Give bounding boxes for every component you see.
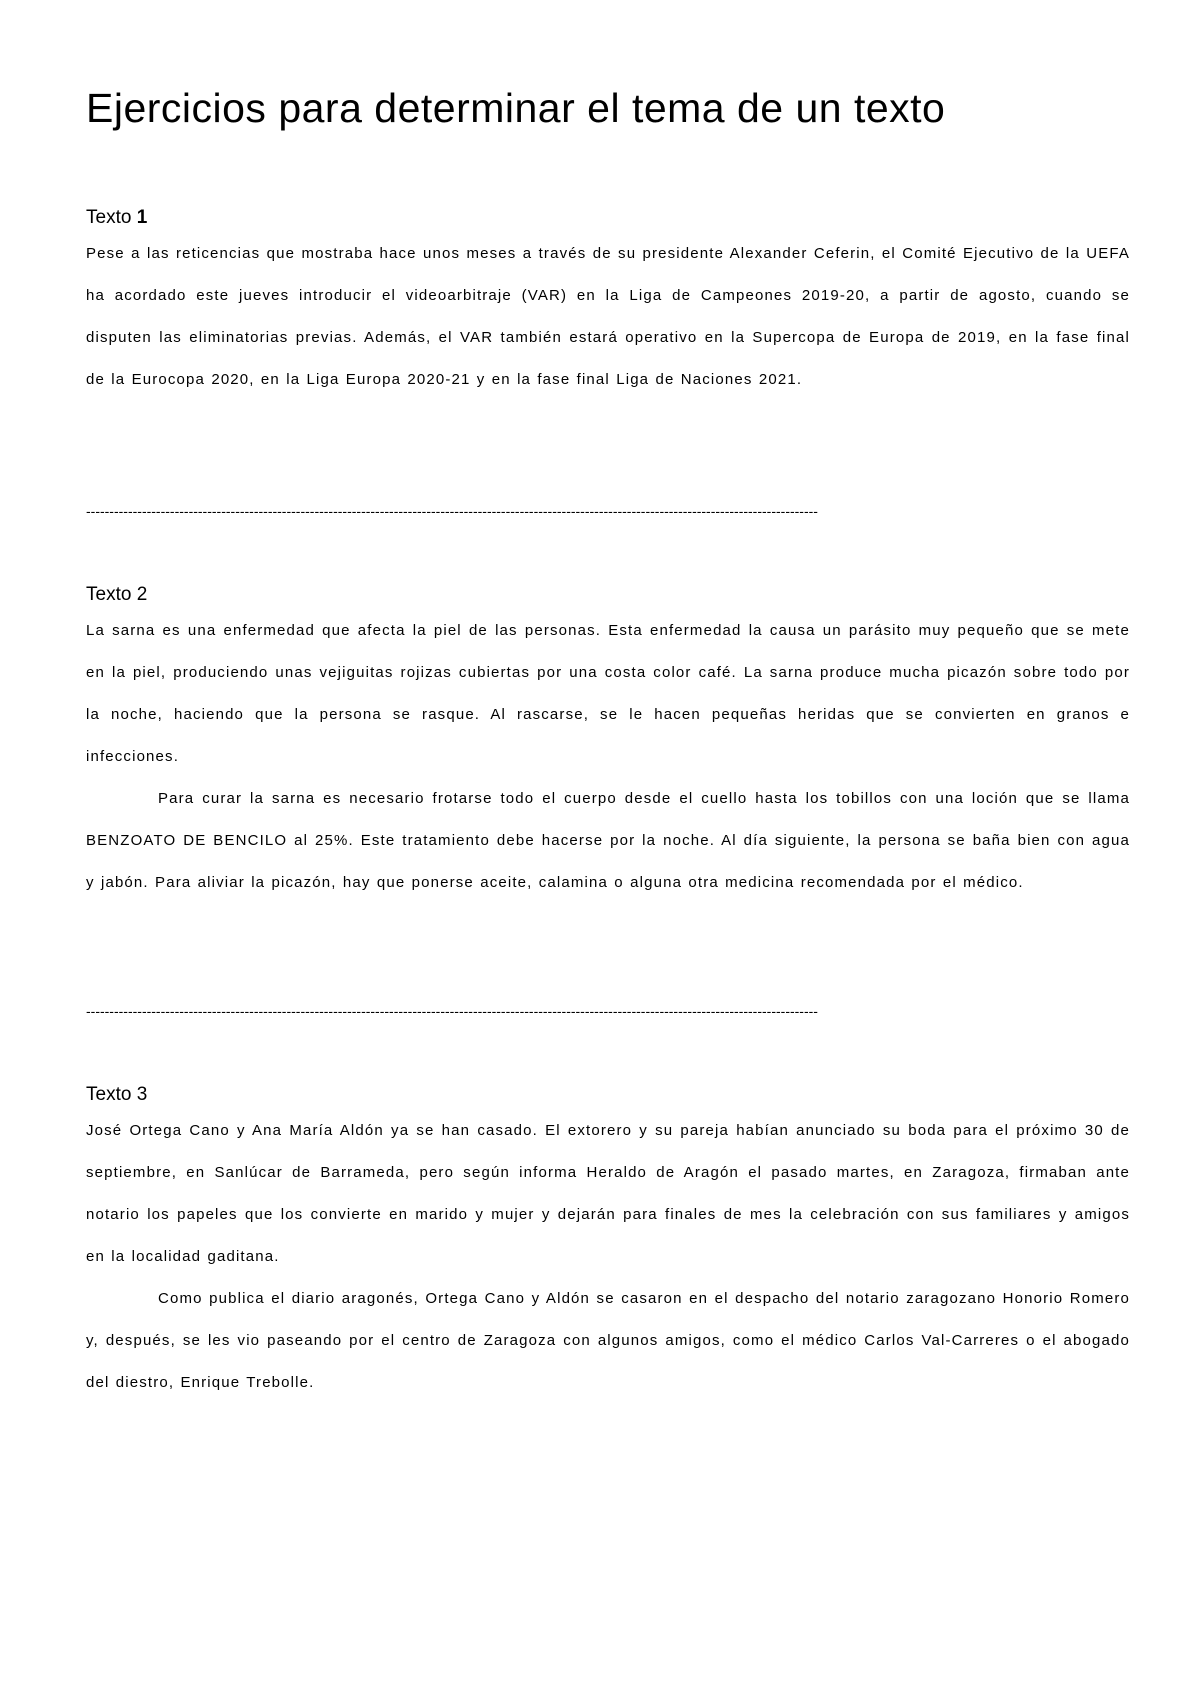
section-heading-prefix: Texto [86, 584, 137, 605]
document-title: Ejercicios para determinar el tema de un texto [86, 85, 946, 131]
section-heading-number: 1 [136, 207, 148, 228]
section-heading-number: 2 [136, 584, 148, 605]
paragraph: José Ortega Cano y Ana María Aldón ya se han casado. El extorero y su pareja habían anunciado su boda para el próximo 30 de septiembre, en Sanlúcar de Barrameda, pero según informa Heraldo de Aragón el pasado martes, en Zaragoza, firmaban ante notario los papeles que los convierte en marido y mujer y dejarán para finales de mes la celebración con sus familiares y amigos en la localidad gaditana. [86, 1122, 1130, 1265]
dashed-separator: ------------------------------------------------------------------------------------------------------------------------------------------------------------- [86, 503, 818, 519]
paragraph: Para curar la sarna es necesario frotarse todo el cuerpo desde el cuello hasta los tobillos con una loción que se llama BENZOATO DE BENCILO al 25%. Este tratamiento debe hacerse por la noche. Al día siguiente, la persona se baña bien con agua y jabón. Para aliviar la picazón, hay que ponerse aceite, calamina o alguna otra medicina recomendada por el médico. [86, 790, 1130, 891]
paragraph: La sarna es una enfermedad que afecta la piel de las personas. Esta enfermedad la causa un parásito muy pequeño que se mete en la piel, produciendo unas vejiguitas rojizas cubiertas por una costa color café. La sarna produce mucha picazón sobre todo por la noche, haciendo que la persona se rasque. Al rascarse, se le hacen pequeñas heridas que se convierten en granos e infecciones. [86, 622, 1130, 765]
paragraph: Pese a las reticencias que mostraba hace unos meses a través de su presidente Alexander Ceferin, el Comité Ejecutivo de la UEFA ha acordado este jueves introducir el videoarbitraje (VAR) en la Liga de Campeones 2019-20, a partir de agosto, cuando se disputen las eliminatorias previas. Además, el VAR también estará operativo en la Supercopa de Europa de 2019, en la fase final de la Eurocopa 2020, en la Liga Europa 2020-21 y en la fase final Liga de Naciones 2021. [86, 245, 1130, 388]
section-texto-3 [86, 1082, 1130, 1404]
paragraph: Como publica el diario aragonés, Ortega Cano y Aldón se casaron en el despacho del notario zaragozano Honorio Romero y, después, se les vio paseando por el centro de Zaragoza con algunos amigos, como el médico Carlos Val-Carreres o el abogado del diestro, Enrique Trebolle. [86, 1290, 1130, 1391]
section-heading [86, 1082, 1130, 1110]
section-heading [86, 205, 1130, 233]
section-heading [86, 582, 1130, 610]
dashed-separator: ------------------------------------------------------------------------------------------------------------------------------------------------------------- [86, 1003, 818, 1019]
section-heading-prefix: Texto [86, 207, 137, 228]
section-heading-prefix: Texto [86, 1084, 137, 1105]
section-heading-number: 3 [136, 1084, 148, 1105]
section-texto-1 [86, 205, 1130, 401]
section-texto-2 [86, 582, 1130, 904]
